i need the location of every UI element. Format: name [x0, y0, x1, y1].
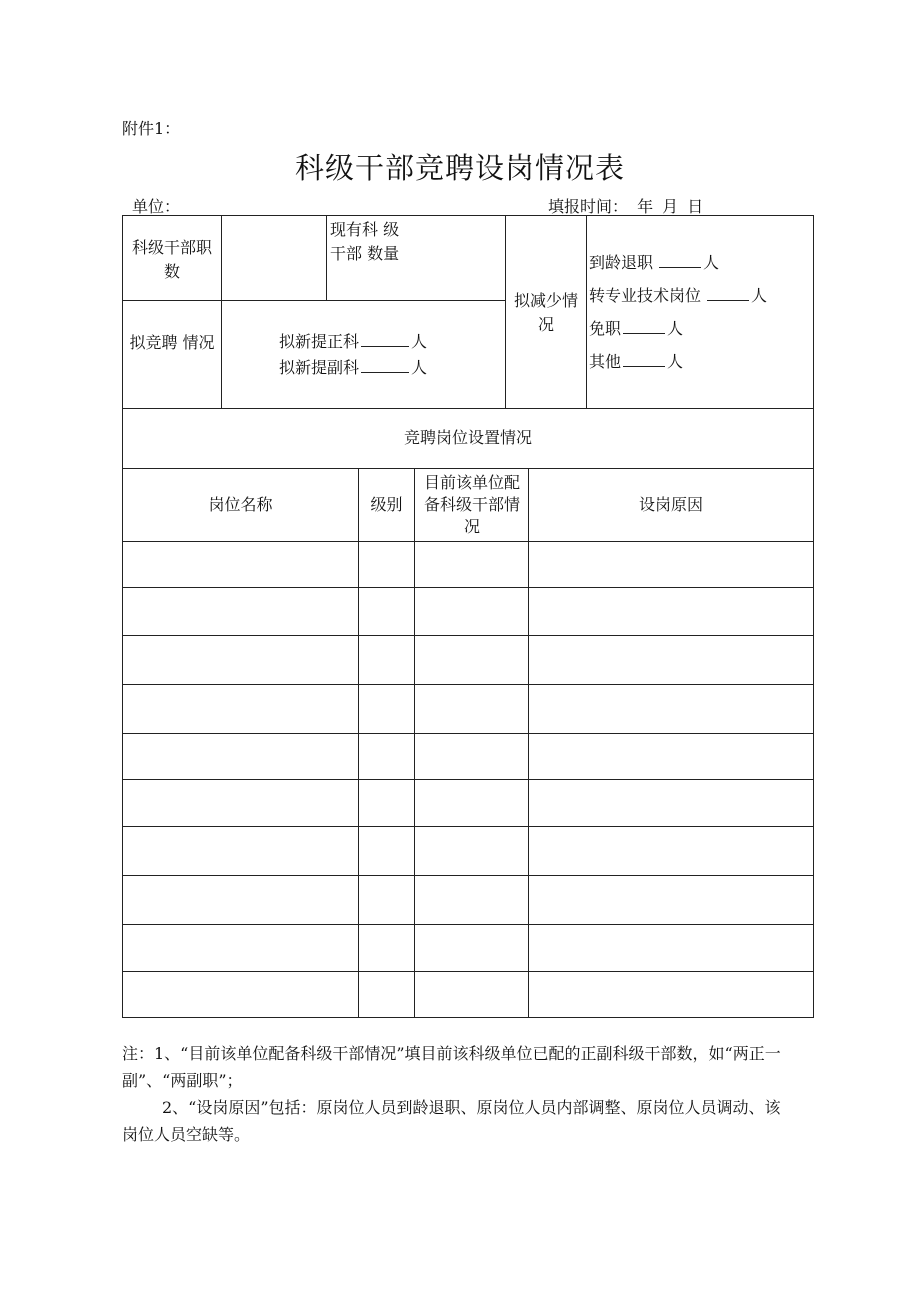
unit-label: 单位：: [132, 197, 181, 216]
header-current-staffing: 目前该单位配备科级干部情况: [423, 473, 520, 536]
reduce-item-retire: 到龄退职 人: [589, 253, 720, 272]
new-zheng-ke-blank[interactable]: [361, 331, 409, 347]
reduce-item-dismiss: 免职 人: [589, 319, 684, 338]
notes: [122, 1040, 794, 1148]
planned-compete-label: 拟竞聘 情况: [129, 333, 215, 352]
reduce-items: [589, 246, 813, 378]
table-row[interactable]: [123, 779, 813, 780]
planned-compete-values: [279, 329, 503, 381]
note-1: 注：1、“目前该单位配备科级干部情况”填目前该科级单位已配的正副科级干部数，如“两正一副”、“两副职”；: [122, 1044, 781, 1090]
reduce-label: 拟减少情况: [513, 291, 578, 334]
position-setup-table: [122, 408, 814, 1018]
cadre-posts-label: 科级干部职数: [131, 238, 212, 281]
table-row[interactable]: [123, 875, 813, 876]
note-2: 2、“设岗原因”包括：原岗位人员到龄退职、原岗位人员内部调整、原岗位人员调动、该岗位人员空缺等。: [122, 1098, 781, 1144]
table-row[interactable]: [123, 924, 813, 925]
table-row[interactable]: [123, 971, 813, 972]
header-level: 级别: [370, 495, 403, 514]
table-row[interactable]: [123, 635, 813, 636]
table-row[interactable]: [123, 733, 813, 734]
table-row[interactable]: [123, 826, 813, 827]
table-row[interactable]: [123, 684, 813, 685]
cadre-summary-table: [122, 215, 814, 409]
new-fu-ke-line: 拟新提副科 人: [279, 358, 428, 377]
table-row[interactable]: [123, 587, 813, 588]
fill-time-label: 填报时间： 年 月 日: [548, 197, 704, 216]
header-reason: 设岗原因: [638, 495, 703, 514]
new-fu-ke-blank[interactable]: [361, 357, 409, 373]
new-zheng-ke-line: 拟新提正科 人: [279, 332, 428, 351]
current-count-label: 现有科 级 干部 数量: [330, 220, 400, 263]
attachment-label: 附件1：: [122, 119, 181, 138]
section-title: 竞聘岗位设置情况: [403, 428, 532, 447]
page-title: 科级干部竞聘设岗情况表: [294, 151, 625, 185]
reduce-item-tech-post: 转专业技术岗位 人: [589, 286, 768, 305]
header-position-name: 岗位名称: [208, 495, 273, 514]
reduce-item-other: 其他 人: [589, 352, 684, 371]
